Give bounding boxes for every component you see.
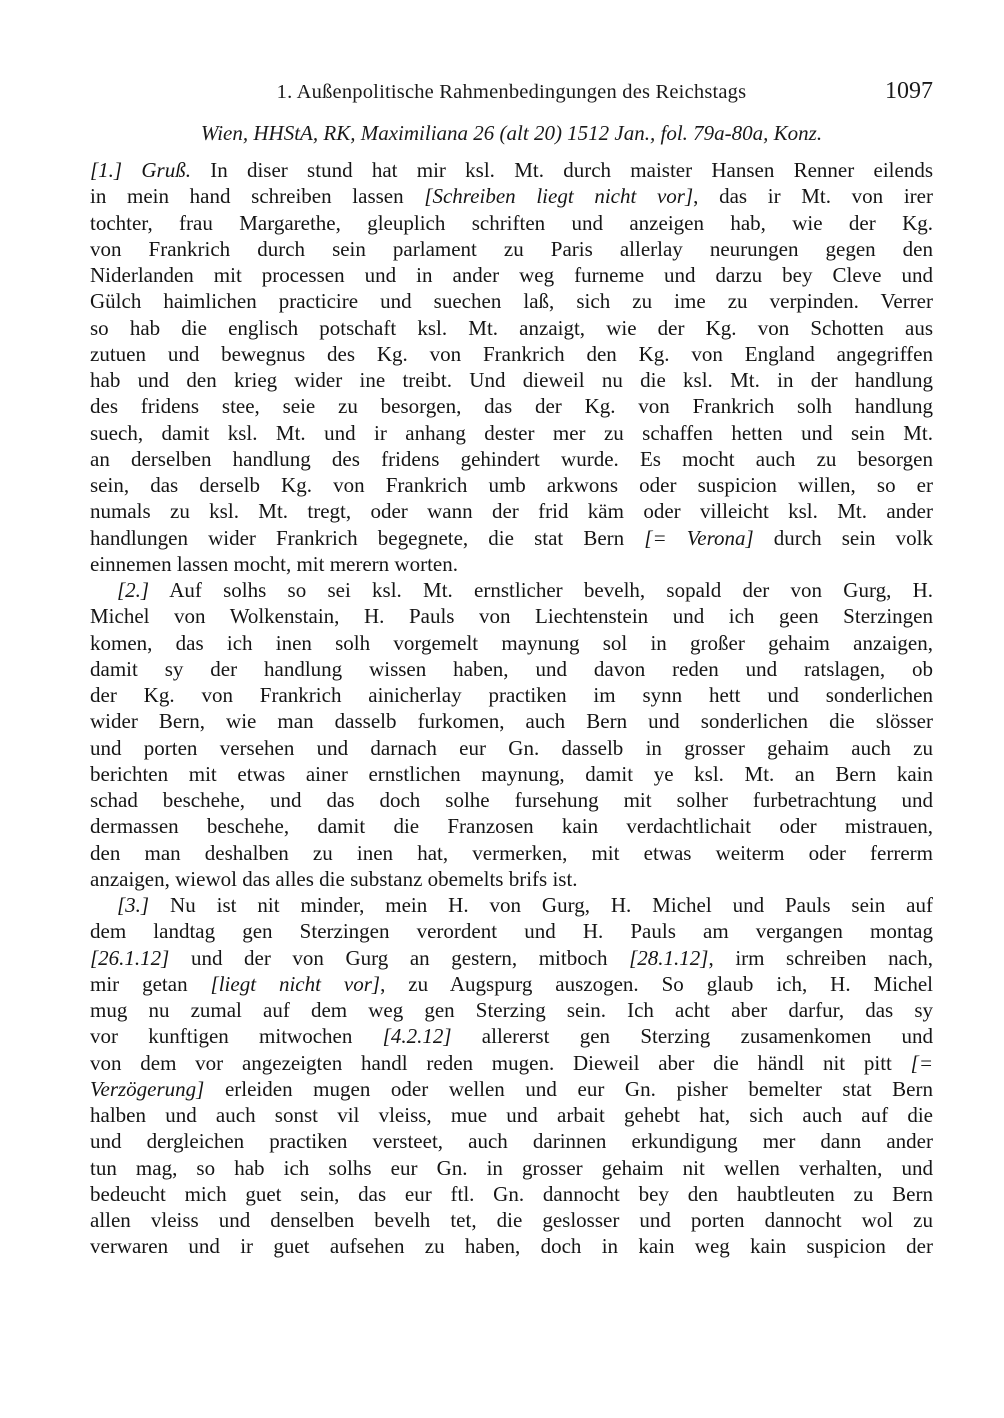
text-line xyxy=(90,603,933,629)
text-segment: numals zu ksl. Mt. tregt, oder wann der frid käm oder villeicht ksl. Mt. ander xyxy=(90,499,933,524)
text-segment: und der von Gurg an gestern, mitboch xyxy=(169,945,630,970)
text-line xyxy=(90,157,933,183)
italic-segment: Verzögerung] xyxy=(90,1076,205,1101)
text-line xyxy=(90,840,933,866)
text-segment: , das ir Mt. von irer xyxy=(693,184,933,209)
italic-segment: [1.] Gruß. xyxy=(90,158,191,182)
text-segment: in mein hand schreiben lassen xyxy=(90,184,425,209)
text-line xyxy=(90,971,933,997)
text-line xyxy=(90,735,933,761)
text-segment: Niderlanden mit processen und in ander weg furneme und darzu bey Cleve und xyxy=(90,263,933,287)
text-line xyxy=(90,367,933,393)
paragraph xyxy=(90,577,933,892)
text-segment: damit sy der handlung wissen haben, und davon reden und ratslagen, ob xyxy=(90,656,933,681)
text-segment: allen vleiss und denselben bevelh tet, die geslosser und porten dannocht wol zu xyxy=(90,1208,933,1232)
text-line xyxy=(90,288,933,314)
text-line xyxy=(90,761,933,787)
text-segment: hab und den krieg wider ine treibt. Und dieweil nu die ksl. Mt. in der handlung xyxy=(90,368,933,392)
text-line xyxy=(90,446,933,472)
italic-segment: [28.1.12] xyxy=(629,945,709,970)
italic-segment: [= Verona] xyxy=(644,525,754,550)
text-line xyxy=(90,525,933,551)
italic-segment: [liegt nicht vor] xyxy=(210,971,381,996)
italic-segment: [Schreiben liegt nicht vor] xyxy=(424,184,694,209)
source-citation: Wien, HHStA, RK, Maximiliana 26 (alt 20) 1512 Jan., fol. 79a-80a, Konz. xyxy=(200,121,823,145)
text-line xyxy=(90,236,933,262)
text-segment: mir getan xyxy=(90,971,211,996)
letter-body xyxy=(90,157,933,1260)
text-line xyxy=(90,341,933,367)
text-segment: erleiden mugen oder wellen und eur Gn. pisher bemelter stat Bern xyxy=(204,1076,933,1101)
text-segment: dem landtag gen Sterzingen verordent und H. Pauls am vergangen montag xyxy=(90,919,933,944)
text-segment: dermassen beschehe, damit die Franzosen kain verdachtlichait oder mistrauen, xyxy=(90,814,933,839)
text-line xyxy=(90,472,933,498)
text-line xyxy=(90,1102,933,1128)
text-segment: , irm schreiben nach, xyxy=(708,945,933,970)
italic-segment: [3.] xyxy=(117,893,150,917)
text-line xyxy=(90,210,933,236)
chapter-heading: 1. Außenpolitische Rahmenbedingungen des Reichstags xyxy=(276,81,747,103)
text-line xyxy=(90,262,933,288)
text-segment: und dergleichen practiken versteet, auch darinnen erkundigung mer dann ander xyxy=(90,1129,933,1154)
text-line xyxy=(90,577,933,603)
text-line xyxy=(90,315,933,341)
paragraph xyxy=(90,892,933,1260)
text-line xyxy=(90,997,933,1023)
text-segment: halben und auch sonst vil vleiss, mue und arbait gehebt hat, sich auch auf die xyxy=(90,1103,933,1127)
text-segment: allererst gen Sterzing zusamenkomen und xyxy=(451,1024,933,1049)
text-line xyxy=(90,918,933,944)
text-line xyxy=(90,1128,933,1154)
text-segment: verwaren und ir guet aufsehen zu haben, doch in kain weg kain suspicion der xyxy=(90,1234,933,1259)
text-segment: mug nu zumal auf dem weg gen Sterzing sein. Ich acht aber darfur, das sy xyxy=(90,998,933,1022)
text-line xyxy=(90,393,933,419)
text-segment: und porten versehen und darnach eur Gn. dasselb in grosser gehaim auch zu xyxy=(90,735,933,760)
text-segment: berichten mit etwas ainer ernstlichen maynung, damit ye ksl. Mt. an Bern kain xyxy=(90,761,933,786)
text-segment: , zu Augspurg auszogen. So glaub ich, H. Michel xyxy=(380,971,934,996)
text-segment: von Frankrich durch sein parlament zu Paris allerlay neurungen gegen den xyxy=(90,236,933,261)
italic-segment: [= xyxy=(910,1050,933,1075)
text-line xyxy=(90,787,933,813)
text-line xyxy=(90,945,933,971)
text-segment: von dem vor angezeigten handl reden mugen. Dieweil aber die händl nit pitt xyxy=(90,1050,911,1075)
text-line xyxy=(90,1050,933,1076)
text-segment: der Kg. von Frankrich ainicherlay practiken im synn hett und sonderlichen xyxy=(90,683,933,707)
text-line xyxy=(90,813,933,839)
text-line xyxy=(90,1233,933,1259)
text-line xyxy=(90,1181,933,1207)
text-line xyxy=(90,682,933,708)
text-segment: handlungen wider Frankrich begegnete, die stat Bern xyxy=(90,525,645,550)
text-segment: tochter, frau Margarethe, gleuplich schriften und anzeigen hab, wie der Kg. xyxy=(90,210,933,235)
text-segment: des fridens stee, seie zu besorgen, das der Kg. von Frankrich solh handlung xyxy=(90,394,933,419)
text-line xyxy=(90,183,933,209)
text-segment: durch sein volk xyxy=(753,525,933,550)
text-segment: wider Bern, wie man dasselb furkomen, auch Bern und sonderlichen die slösser xyxy=(90,709,933,734)
text-line xyxy=(90,630,933,656)
text-segment: sein, das derselb Kg. von Frankrich umb arkwons oder suspicion willen, so er xyxy=(90,473,933,497)
text-segment: an derselben handlung des fridens gehindert wurde. Es mocht auch zu besorgen xyxy=(90,446,933,471)
italic-segment: [2.] xyxy=(117,578,150,602)
text-segment: In diser stund hat mir ksl. Mt. durch maister Hansen Renner eilends xyxy=(190,158,933,182)
text-segment: anzaigen, wiewol das alles die substanz obemelts brifs ist. xyxy=(90,866,578,891)
paragraph xyxy=(90,157,933,577)
text-line xyxy=(90,656,933,682)
italic-segment: [26.1.12] xyxy=(90,945,170,970)
text-line xyxy=(90,892,933,918)
text-line xyxy=(90,1023,933,1049)
running-header xyxy=(90,78,933,109)
text-segment: bedeucht mich guet sein, das eur ftl. Gn. dannocht bey den haubtleuten zu Bern xyxy=(90,1181,933,1206)
text-segment: Michel von Wolkenstain, H. Pauls von Liechtenstein und ich geen Sterzingen xyxy=(90,604,933,629)
text-segment: suech, damit ksl. Mt. und ir anhang dester mer zu schaffen hetten und sein Mt. xyxy=(90,420,933,445)
text-segment: Gülch haimlichen practicire und suechen laß, sich zu ime zu verpinden. Verrer xyxy=(90,289,933,314)
text-line xyxy=(90,708,933,734)
text-segment: Nu ist nit minder, mein H. von Gurg, H. Michel und Pauls sein auf xyxy=(149,893,933,917)
text-line xyxy=(90,866,933,892)
text-line xyxy=(90,1207,933,1233)
text-line xyxy=(90,1155,933,1181)
page-number: 1097 xyxy=(885,78,933,104)
italic-segment: [4.2.12] xyxy=(382,1024,452,1049)
text-line xyxy=(90,498,933,524)
text-segment: vor kunftigen mitwochen xyxy=(90,1024,383,1049)
text-segment: so hab die englisch potschaft ksl. Mt. anzaigt, wie der Kg. von Schotten aus xyxy=(90,315,933,340)
text-segment: einnemen lassen mocht, mit merern worten. xyxy=(90,551,458,576)
text-segment: den man deshalben zu inen hat, vermerken, mit etwas weiterm oder ferrerm xyxy=(90,840,933,865)
text-line xyxy=(90,551,933,577)
text-line xyxy=(90,420,933,446)
text-segment: tun mag, so hab ich solhs eur Gn. in grosser gehaim nit wellen verhalten, und xyxy=(90,1155,933,1180)
text-line xyxy=(90,1076,933,1102)
text-segment: komen, das ich inen solh vorgemelt maynung sol in großer gehaim anzaigen, xyxy=(90,630,933,655)
text-segment: Auf solhs so sei ksl. Mt. ernstlicher bevelh, sopald der von Gurg, H. xyxy=(149,578,933,602)
text-segment: schad beschehe, und das doch solhe fursehung mit solher furbetrachtung und xyxy=(90,788,933,812)
text-segment: zutuen und bewegnus des Kg. von Frankrich den Kg. von England angegriffen xyxy=(90,341,933,366)
